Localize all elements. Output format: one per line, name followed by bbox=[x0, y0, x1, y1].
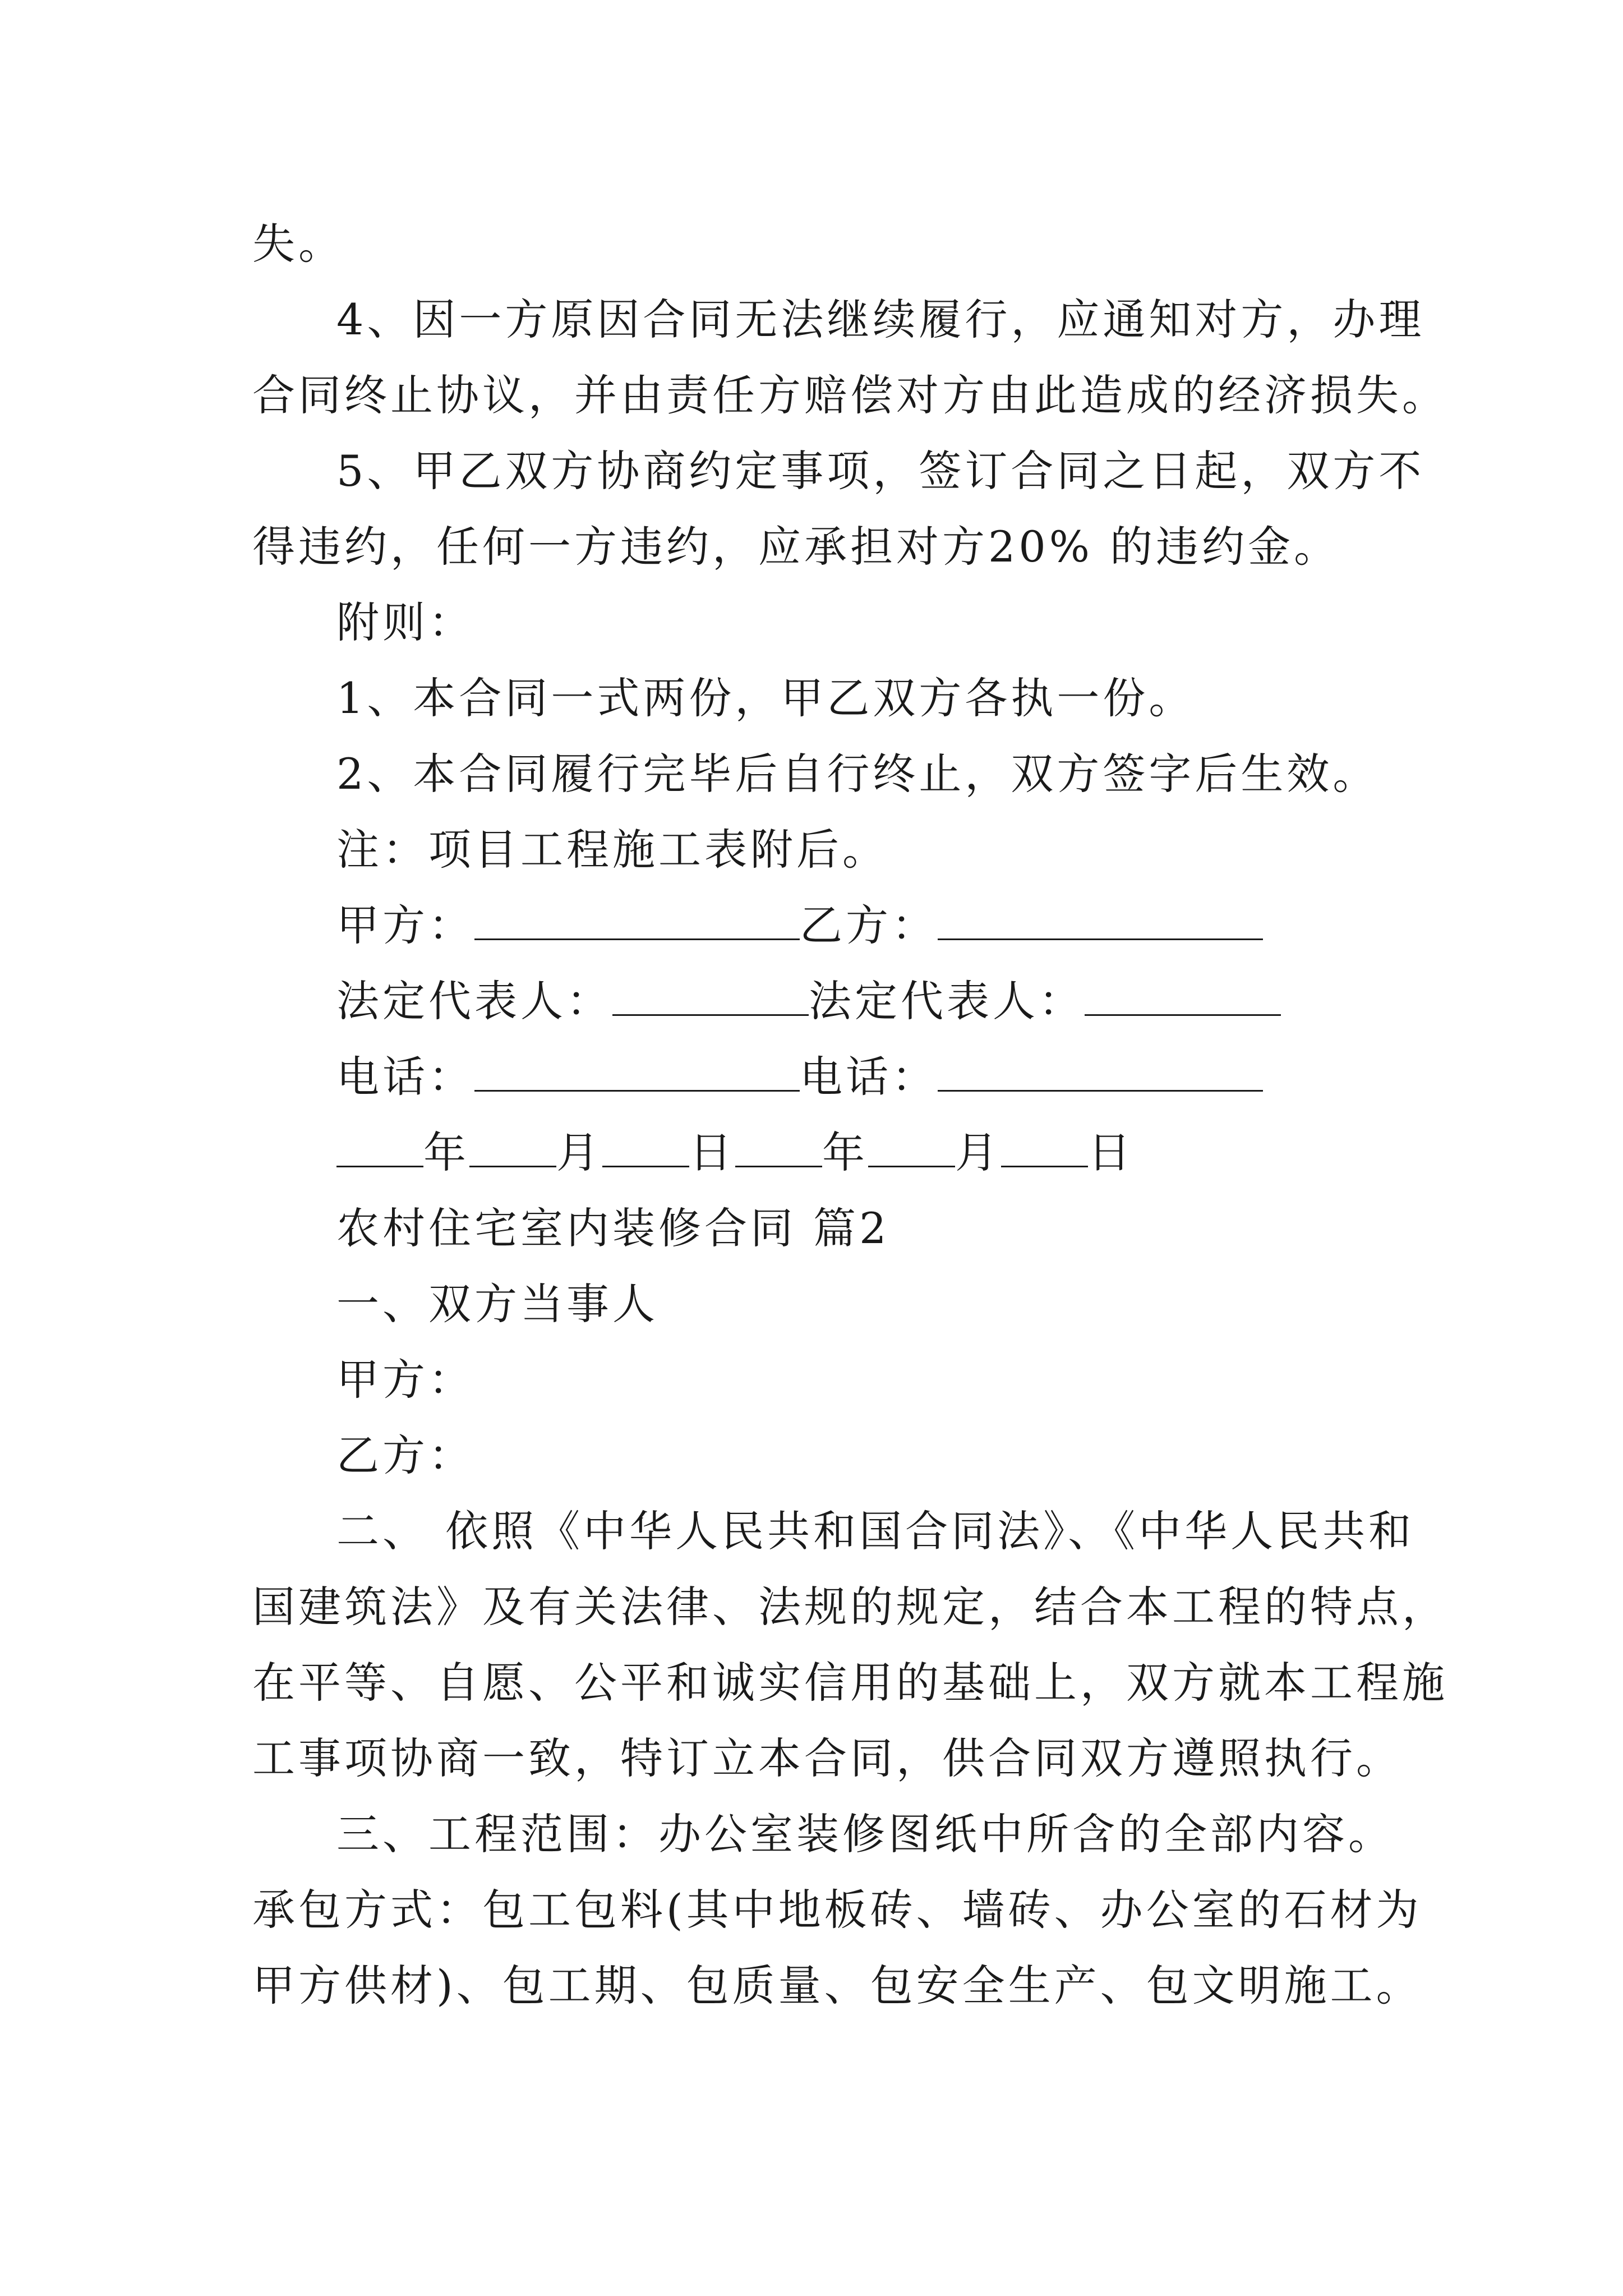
party-a-label: 甲方： bbox=[336, 900, 474, 950]
signature-row-phone bbox=[336, 1049, 1263, 1105]
appendix-item-2: 2、本合同履行完毕后自行终止，双方签字后生效。 bbox=[336, 749, 1379, 799]
phone-b-label: 电话： bbox=[800, 1052, 938, 1102]
phone-a-label: 电话： bbox=[336, 1052, 474, 1102]
section-2-clause-2-line-2: 国建筑法》及有关法律、法规的规定，结合本工程的特点， bbox=[252, 1582, 1448, 1632]
paragraph-line: 失。 bbox=[252, 219, 344, 269]
phone-a-blank[interactable] bbox=[474, 1056, 800, 1092]
signature-row-legal-rep bbox=[336, 973, 1281, 1029]
section-2-party-b: 乙方： bbox=[336, 1430, 474, 1480]
year-a-label: 年 bbox=[423, 1128, 469, 1177]
section-2-clause-3-line-1: 三、工程范围：办公室装修图纸中所含的全部内容。 bbox=[336, 1809, 1394, 1859]
legal-rep-b-label: 法定代表人： bbox=[809, 976, 1085, 1026]
year-b-label: 年 bbox=[822, 1128, 868, 1177]
section-2-party-a: 甲方： bbox=[336, 1355, 474, 1405]
clause-4-line-2: 合同终止协议，并由责任方赔偿对方由此造成的经济损失。 bbox=[252, 370, 1448, 420]
day-a-blank[interactable] bbox=[602, 1132, 689, 1167]
legal-rep-a-blank[interactable] bbox=[612, 981, 809, 1016]
phone-b-blank[interactable] bbox=[938, 1056, 1263, 1092]
section-2-clause-2-line-1: 二、 依照《中华人民共和国合同法》、《中华人民共和 bbox=[336, 1506, 1415, 1556]
clause-5-line-1: 5、甲乙双方协商约定事项，签订合同之日起，双方不 bbox=[336, 446, 1425, 496]
appendix-heading: 附则： bbox=[336, 597, 474, 647]
section-2-clause-2-line-4: 工事项协商一致，特订立本合同，供合同双方遵照执行。 bbox=[252, 1733, 1402, 1783]
signature-row-date bbox=[336, 1125, 1134, 1181]
year-a-blank[interactable] bbox=[336, 1132, 423, 1167]
appendix-note: 注：项目工程施工表附后。 bbox=[336, 825, 888, 875]
section-2-clause-2-line-3: 在平等、自愿、公平和诚实信用的基础上，双方就本工程施 bbox=[252, 1658, 1448, 1708]
clause-4-line-1: 4、因一方原因合同无法继续履行，应通知对方，办理 bbox=[336, 295, 1425, 344]
day-b-blank[interactable] bbox=[1001, 1132, 1088, 1167]
section-2-clause-3-line-3: 甲方供材)、包工期、包质量、包安全生产、包文明施工。 bbox=[252, 1961, 1422, 2010]
section-2-title: 农村住宅室内装修合同 篇2 bbox=[336, 1203, 890, 1253]
clause-5-line-2: 得违约，任何一方违约，应承担对方20% 的违约金。 bbox=[252, 522, 1340, 572]
party-b-label: 乙方： bbox=[800, 900, 938, 950]
month-a-blank[interactable] bbox=[469, 1132, 556, 1167]
day-a-label: 日 bbox=[689, 1128, 735, 1177]
month-a-label: 月 bbox=[556, 1128, 602, 1177]
month-b-label: 月 bbox=[955, 1128, 1001, 1177]
month-b-blank[interactable] bbox=[868, 1132, 955, 1167]
signature-row-party bbox=[336, 898, 1263, 954]
section-2-clause-3-line-2: 承包方式：包工包料(其中地板砖、墙砖、办公室的石材为 bbox=[252, 1885, 1422, 1935]
section-2-heading-parties: 一、双方当事人 bbox=[336, 1279, 658, 1329]
legal-rep-a-label: 法定代表人： bbox=[336, 976, 612, 1026]
legal-rep-b-blank[interactable] bbox=[1085, 981, 1281, 1016]
party-b-blank[interactable] bbox=[938, 905, 1263, 940]
year-b-blank[interactable] bbox=[735, 1132, 822, 1167]
day-b-label: 日 bbox=[1088, 1128, 1134, 1177]
party-a-blank[interactable] bbox=[474, 905, 800, 940]
appendix-item-1: 1、本合同一式两份，甲乙双方各执一份。 bbox=[336, 673, 1195, 723]
